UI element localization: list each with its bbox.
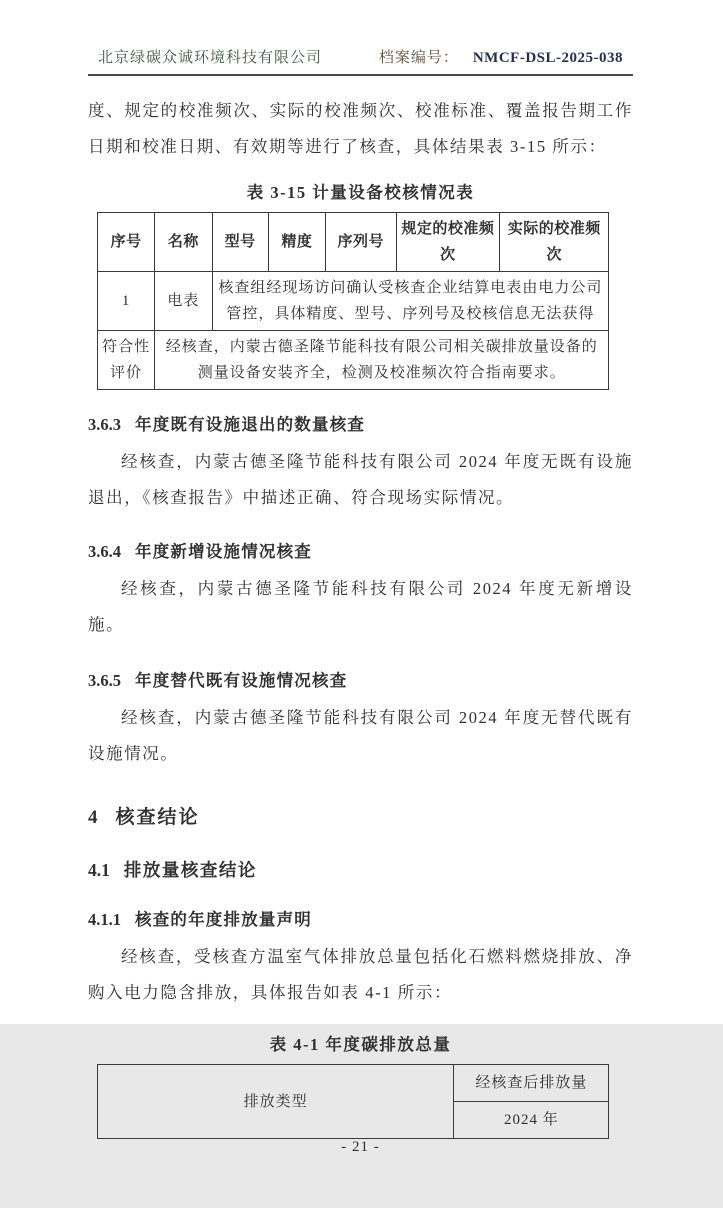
cell-conformity-content: 经核查，内蒙古德圣隆节能科技有限公司相关碳排放量设备的测量设备安装齐全，检测及校准频次符合指南要求。 [155,331,609,390]
table-4-1-title: 表 4-1 年度碳排放总量 [269,1035,452,1054]
heading-4-1 [88,857,633,882]
cell-note: 核查组经现场访问确认受核查企业结算电表由电力公司管控，具体精度、型号、序列号及校核信息无法获得 [212,272,609,331]
col-header-precision: 精度 [268,213,325,272]
col-header-name: 名称 [155,213,212,272]
heading-title: 年度既有设施退出的数量核查 [135,415,366,434]
heading-title: 年度新增设施情况核查 [135,542,312,561]
cell-seq: 1 [98,272,155,331]
col-header-serial: 序列号 [325,213,396,272]
col-header-seq: 序号 [98,213,155,272]
paragraph-3-6-3: 经核查，内蒙古德圣隆节能科技有限公司 2024 年度无既有设施退出，《核查报告》中描述正确、符合现场实际情况。 [88,452,633,507]
cell-year: 2024 年 [454,1102,609,1139]
heading-title: 排放量核查结论 [123,860,257,880]
col-header-required-freq: 规定的校准频次 [396,213,500,272]
heading-4 [88,802,633,829]
table-3-15 [97,212,609,390]
heading-title: 核查结论 [115,807,200,828]
cell-verified-emissions-header: 经核查后排放量 [454,1065,609,1102]
intro-paragraph: 度、规定的校准频次、实际的校准频次、校准标准、覆盖报告期工作日期和校准日期、有效期等进行了核查，具体结果表 3-15 所示： [88,101,633,156]
header-company-name: 北京绿碳众诚环境科技有限公司 [98,50,323,66]
cell-conformity-label: 符合性评价 [98,331,155,390]
heading-title: 核查的年度排放量声明 [135,910,312,929]
table-row [98,1065,609,1102]
cell-emission-type: 排放类型 [98,1065,454,1139]
paragraph-3-6-4: 经核查，内蒙古德圣隆节能科技有限公司 2024 年度无新增设施。 [88,579,633,634]
table-4-1 [97,1064,609,1139]
table-3-15-title: 表 3-15 计量设备校核情况表 [246,183,475,202]
col-header-actual-freq: 实际的校准频次 [500,213,609,272]
archive-number: NMCF-DSL-2025-038 [472,50,623,66]
heading-number: 4.1.1 [88,910,121,929]
heading-3-6-5 [88,667,633,691]
heading-number: 4 [88,807,98,828]
heading-title: 年度替代既有设施情况核查 [135,671,348,690]
heading-4-1-1 [88,906,633,930]
heading-number: 3.6.4 [88,542,121,561]
table-row [98,272,609,331]
page-number: - 21 - [341,1139,380,1155]
paragraph-4-1-1: 经核查，受核查方温室气体排放总量包括化石燃料燃烧排放、净购入电力隐含排放，具体报告如表 4-1 所示： [88,947,633,1002]
archive-label: 档案编号： [378,50,459,66]
header-archive [379,46,623,67]
table-row [98,331,609,390]
cell-name: 电表 [155,272,212,331]
heading-3-6-3 [88,411,633,435]
col-header-model: 型号 [212,213,268,272]
heading-number: 3.6.3 [88,415,121,434]
heading-number: 4.1 [88,860,110,880]
heading-3-6-4 [88,538,633,562]
table-3-15-header-row [98,213,609,272]
paragraph-3-6-5: 经核查，内蒙古德圣隆节能科技有限公司 2024 年度无替代既有设施情况。 [88,708,633,763]
page-header [88,46,633,76]
heading-number: 3.6.5 [88,671,121,690]
